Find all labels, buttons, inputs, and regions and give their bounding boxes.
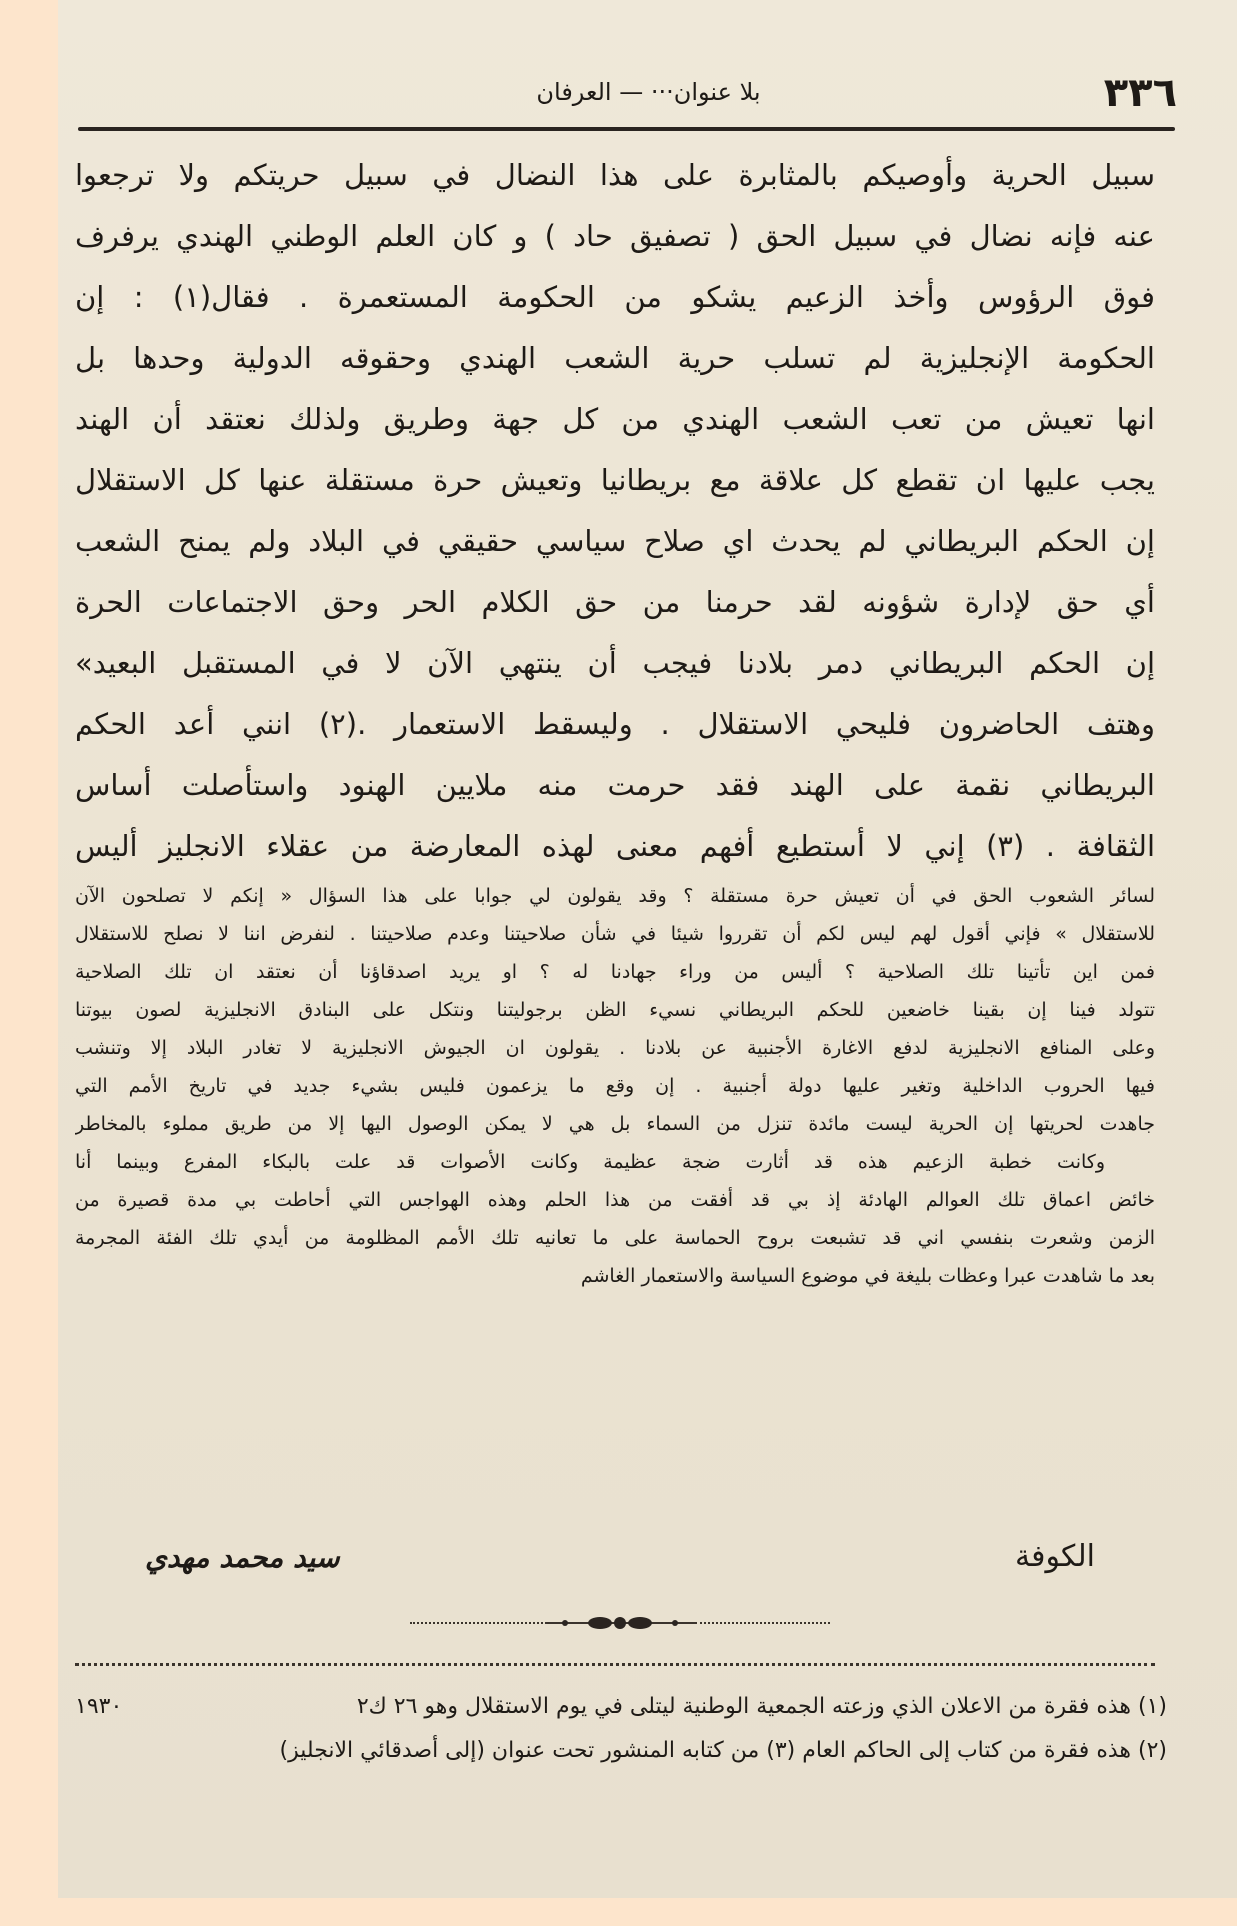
text-line: بعد ما شاهدت عبرا وعظات بليغة في موضوع السياسة والاستعمار الغاشم [580, 1265, 1155, 1287]
page-header [120, 62, 1177, 132]
text-line: خائض اعماق تلك العوالم الهادئة إذ بي قد أفقت من هذا الحلم وهذه الهواجس التي أحاطت بي مدة قصيرة من [75, 1189, 1155, 1211]
text-line: سبيل الحرية وأوصيكم بالمثابرة على هذا النضال في سبيل حريتكم ولا ترجعوا [75, 158, 1155, 192]
text-line: للاستقلال » فإني أقول لهم ليس لكم أن تقرروا شيئا في شأن صلاحيتنا وعدم صلاحيتنا . لنفرض اننا لا نصلح للاستقلال [75, 923, 1155, 945]
main-text [75, 145, 1155, 877]
text-line: الزمن وشعرت بنفسي اني قد تشبعت بروح الحماسة على ما تعانيه تلك الأمم المظلومة من أيدي تلك الفئة المجرمة [75, 1227, 1155, 1249]
text-line: لسائر الشعوب الحق في أن تعيش حرة مستقلة ؟ وقد يقولون لي جوابا على هذا السؤال « إنكم لا تصلحون الآن [75, 885, 1155, 907]
footnote-text: (٢) هذه فقرة من كتاب إلى الحاكم العام (٣) من كتابه المنشور تحت عنوان (إلى أصدقائي الانجليز) [279, 1738, 1167, 1763]
text-line: إن الحكم البريطاني لم يحدث اي صلاح سياسي حقيقي في البلاد ولم يمنح الشعب [75, 524, 1155, 558]
signature-place: الكوفة [1015, 1539, 1095, 1574]
text-line: إن الحكم البريطاني دمر بلادنا فيجب أن ينتهي الآن لا في المستقبل البعيد» [75, 646, 1155, 680]
text-line: البريطاني نقمة على الهند فقد حرمت منه ملايين الهنود واستأصلت أساس [75, 768, 1155, 802]
signature-author: سيد محمد مهدي [145, 1541, 340, 1574]
text-line: فيها الحروب الداخلية وتغير عليها دولة أجنبية . إن وقع ما يزعمون فليس بشيء جديد في تاريخ الأمم التي [75, 1075, 1155, 1097]
signature-block [75, 1535, 1155, 1595]
text-line: انها تعيش من تعب الشعب الهندي من كل جهة وطريق ولذلك نعتقد أن الهند [75, 402, 1155, 436]
footnotes [75, 1685, 1167, 1773]
ornament-rule-right [695, 1622, 830, 1625]
text-line: أي حق لإدارة شؤونه لقد حرمنا من حق الكلام الحر وحق الاجتماعات الحرة [75, 585, 1155, 619]
text-line: الثقافة . (٣) إني لا أستطيع أفهم معنى لهذه المعارضة من عقلاء الانجليز أليس [75, 829, 1155, 863]
footnote-2 [75, 1729, 1167, 1773]
text-line: وكانت خطبة الزعيم هذه قد أثارت ضجة عظيمة وكانت الأصوات قد علت بالبكاء المفرع وبينما أنا [75, 1151, 1105, 1173]
text-line: تتولد فينا إن بقينا خاضعين للحكم البريطاني نسيء الظن برجوليتنا ونتكل على البنادق الانجليزية لصون بيوتنا [75, 999, 1155, 1021]
text-line: فوق الرؤوس وأخذ الزعيم يشكو من الحكومة المستعمرة . فقال(١) : إن [75, 280, 1155, 314]
text-line: الحكومة الإنجليزية لم تسلب حرية الشعب الهندي وحقوقه الدولية وحدها بل [75, 341, 1155, 375]
header-rule [78, 127, 1175, 131]
ornament-icon [545, 1615, 695, 1631]
running-title: بلا عنوان··· — العرفان [536, 78, 761, 106]
ornament-rule-left [410, 1622, 550, 1625]
footnote-separator [75, 1663, 1155, 1666]
footnote-year: ١٩٣٠ [75, 1694, 123, 1719]
text-line: جاهدت لحريتها إن الحرية ليست مائدة تنزل من السماء بل هي لا يمكن الوصول اليها إلا من طريق مملوء بالمخاطر [75, 1113, 1155, 1135]
text-line: فمن اين تأتينا تلك الصلاحية ؟ أليس من وراء جهادنا له ؟ او يريد اصدقاؤنا أن نعتقد ان تلك الصلاحية [75, 961, 1155, 983]
small-text [75, 877, 1155, 1295]
text-line: وعلى المنافع الانجليزية لدفع الاغارة الأجنبية عن بلادنا . يقولون ان الجيوش الانجليزية لا تغادر البلاد إلا وتنشب [75, 1037, 1155, 1059]
text-line: عنه فإنه نضال في سبيل الحق ( تصفيق حاد ) و كان العلم الوطني الهندي يرفرف [75, 219, 1155, 253]
page-number: ٣٣٦ [1103, 70, 1177, 116]
text-line: يجب عليها ان تقطع كل علاقة مع بريطانيا وتعيش حرة مستقلة عنها كل الاستقلال [75, 463, 1155, 497]
text-line: وهتف الحاضرون فليحي الاستقلال . وليسقط الاستعمار .(٢) انني أعد الحكم [75, 707, 1155, 741]
footnote-1 [75, 1685, 1167, 1729]
ornament-divider [410, 1615, 830, 1631]
footnote-text: (١) هذه فقرة من الاعلان الذي وزعته الجمعية الوطنية ليتلى في يوم الاستقلال وهو ٢٦ ك٢ [356, 1694, 1167, 1719]
